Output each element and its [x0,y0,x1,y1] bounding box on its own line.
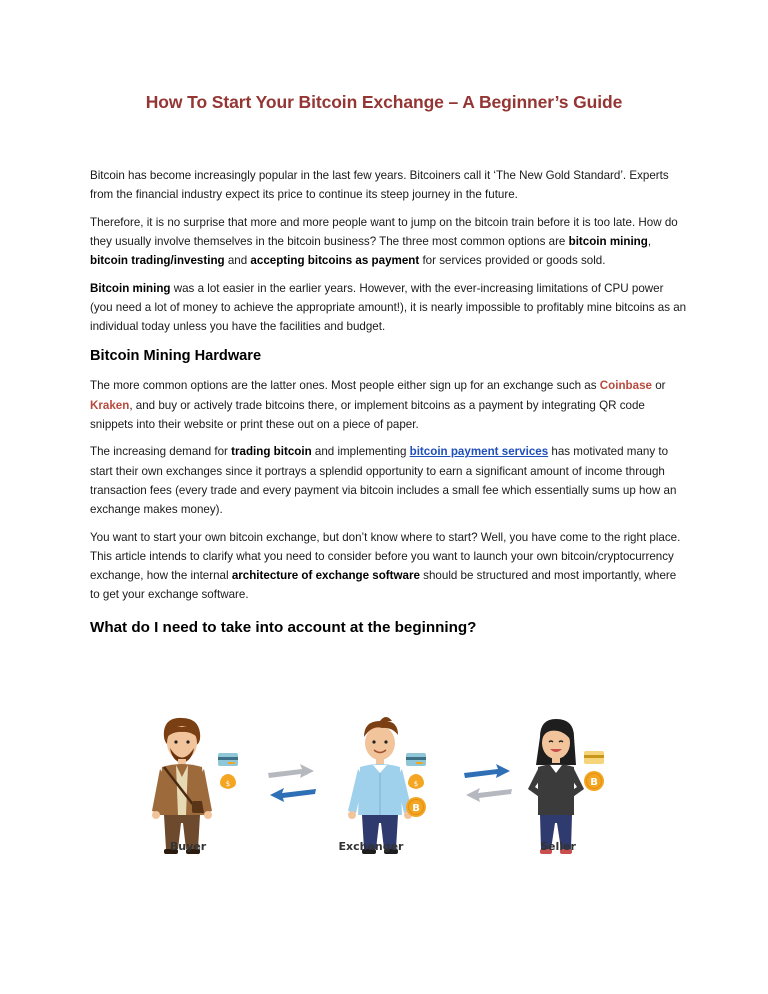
svg-text:B: B [412,803,420,814]
text-span: The more common options are the latter ones. Most people either sign up for an exchange such as [90,379,600,393]
text-span: for services provided or goods sold. [419,254,606,268]
buyer-label: Buyer [169,840,207,853]
text-span: and [224,254,251,268]
text-span: should be structured and most importantly, where to get your exchange software. [90,569,677,602]
text-span: , and buy or actively trade bitcoins there, or implement bitcoins as a payment by integrating QR code snippets into their website or print these out on a piece of paper. [90,398,645,431]
exchange-arrows-left [268,764,316,802]
kraken-text: Kraken [90,398,130,412]
bold-architecture: architecture of exchange software [231,569,420,583]
paragraph-options [90,213,688,271]
bitcoin-payment-services-link[interactable]: bitcoin payment services [409,445,549,459]
bold-trading-bitcoin: trading bitcoin [231,445,312,459]
bold-bitcoin-mining: Bitcoin mining [90,281,171,295]
text-span: , [647,235,652,248]
bold-accepting-bitcoins: accepting bitcoins as payment [250,254,420,268]
heading-mining-hardware: Bitcoin Mining Hardware [90,348,262,365]
seller-figure [528,719,604,854]
heading-beginning: What do I need to take into account at the beginning? [90,619,477,637]
text-span: You want to start your own bitcoin exchange, but don’t know where to start? Well, you have come to the right place. This article intends to clarify what you need to consider before you want to launch your own bitcoin/cryptocurrency exchange, how the internal [90,530,681,583]
text-span: Therefore, it is no surprise that more and more people want to jump on the bitcoin train before it is too late. How do they usually involve themselves in the bitcoin business? The three most common options are [90,215,678,248]
bold-bitcoin-mining: bitcoin mining [568,235,648,248]
paragraph-exchanges [90,376,688,434]
article-body [90,166,688,638]
paragraph-start-exchange [90,528,688,605]
paragraph-demand [90,442,688,519]
exchange-arrows-right [464,764,512,802]
text-span: or [651,379,666,393]
svg-text:$: $ [225,780,231,788]
svg-text:$: $ [413,780,419,788]
exchanger-figure [348,717,426,854]
text-span: and implementing [311,445,410,459]
page-title: How To Start Your Bitcoin Exchange – A Beginner’s Guide [145,92,623,112]
text-span: The increasing demand for [90,445,232,459]
text-span: was a lot easier in the earlier years. However, with the ever-increasing limitations of CPU power (you need a lot of money to achieve the appropriate amount!), it is nearly impossible to profitably mine bitcoins as an individual today unless you have the facilities and budget. [90,281,687,334]
exchanger-label: Exchanger [338,840,404,853]
bold-bitcoin-trading: bitcoin trading/investing [90,254,225,268]
text-span: has motivated many to start their own exchanges since it portrays a splendid opportunity to earn a significant amount of income through transaction fees (every trade and every payment via bitcoin includes a small fee which essentially sums up how an exchange makes money). [90,445,677,517]
coinbase-text: Coinbase [599,379,652,393]
svg-text:B: B [590,777,598,788]
buyer-figure [152,718,238,854]
paragraph-intro [90,166,688,204]
paragraph-intro-text: Bitcoin has become increasingly popular in the last few years. Bitcoiners call it ‘The New Gold Standard’. Experts from the financial industry expect its price to continue its steep journey in the future. [90,169,669,202]
paragraph-mining [90,279,688,337]
seller-label: Seller [540,840,576,853]
